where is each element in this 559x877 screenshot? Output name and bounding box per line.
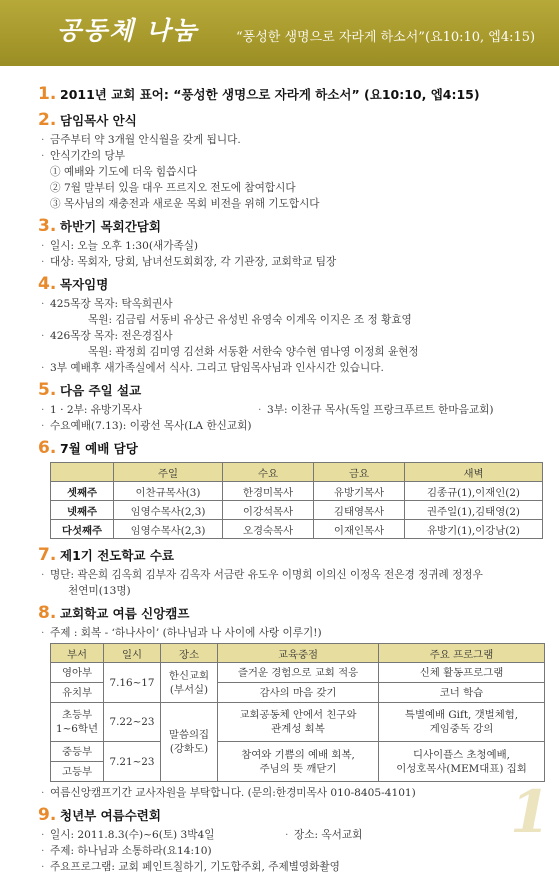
table-cell: 7.21~23 (104, 742, 161, 782)
section-number: 6. (38, 438, 57, 458)
section-line: · 명단: 곽은희 김옥희 김부자 김옥자 서금란 유도우 이명희 이의신 이정옥 전은경 정귀례 정정우 (38, 567, 543, 583)
section-line: 목원: 곽정희 김미영 김선화 서동환 서한숙 양수현 염나영 이정희 윤현정 (88, 346, 419, 358)
section-line: · 안식기간의 당부 (38, 148, 543, 164)
table-header: 주일 (114, 463, 223, 482)
table-cell: 중등부 (51, 742, 104, 762)
cell-line: 이성호목사(MEM대표) 집회 (396, 762, 527, 775)
section-8 (38, 603, 543, 801)
table-cell: 7.16~17 (104, 663, 161, 703)
section-title: 목자임명 (60, 277, 109, 292)
cell-line: 주님의 뜻 깨닫기 (259, 762, 337, 775)
section-line: · 일시: 오늘 오후 1:30(새가족실) (38, 238, 543, 254)
section-line: · 금주부터 약 3개월 안식월을 갖게 됩니다. (38, 132, 543, 148)
section-line: · 일시: 2011.8.3(수)~6(토) 3박4일 (38, 827, 282, 843)
table-cell: 유방기목사 (314, 482, 405, 501)
table-header: 새벽 (405, 463, 543, 482)
announcements (38, 84, 543, 877)
section-title: 2011년 교회 표어: “풍성한 생명으로 자라게 하소서” (요10:10, 엡4:15) (60, 87, 480, 102)
table-cell (161, 663, 218, 703)
table-cell: 임영수목사(2,3) (114, 501, 223, 520)
section-5 (38, 380, 543, 434)
section-line: · 1 · 2부: 유방기목사 (38, 402, 255, 418)
table-header: 일시 (104, 644, 161, 663)
section-3 (38, 216, 543, 270)
page-subtitle: “풍성한 생명으로 자라게 하소서”(요10:10, 엡4:15) (236, 30, 536, 45)
table-cell: 오경숙목사 (223, 520, 314, 539)
section-title: 다음 주일 설교 (60, 383, 142, 398)
header-banner (0, 0, 559, 66)
table-cell: 신체 활동프로그램 (379, 663, 545, 683)
table-row (51, 501, 543, 520)
cell-line: 한신교회 (168, 669, 210, 682)
table-cell (218, 742, 379, 782)
section-number: 9. (38, 805, 57, 825)
table-cell: 이재인목사 (314, 520, 405, 539)
cell-line: 초등부 (61, 709, 93, 721)
table-cell: 7.22~23 (104, 703, 161, 742)
section-title: 담임목사 안식 (60, 113, 137, 128)
table-header: 교육중점 (218, 644, 379, 663)
section-title: 청년부 여름수련회 (60, 808, 161, 823)
table-cell: 감사의 마음 갖기 (218, 683, 379, 703)
table-row (51, 703, 545, 742)
table-cell: 권주일(1),김태영(2) (405, 501, 543, 520)
table-cell: 이강석목사 (223, 501, 314, 520)
table-header: 부서 (51, 644, 104, 663)
table-cell (218, 703, 379, 742)
cell-line: 디사이플스 초청예배, (413, 748, 510, 761)
section-number: 3. (38, 216, 57, 236)
section-number: 2. (38, 110, 57, 130)
table-cell: 즐거운 경험으로 교회 적응 (218, 663, 379, 683)
table-cell (51, 703, 104, 742)
cell-line: 게임중독 강의 (429, 723, 494, 735)
table-cell (379, 742, 545, 782)
table-header: 장소 (161, 644, 218, 663)
table-cell: 김종규(1),이재인(2) (405, 482, 543, 501)
table-cell (379, 703, 545, 742)
section-number: 5. (38, 380, 57, 400)
section-line: 목원: 김금림 서동비 유상근 유성빈 유영숙 이계옥 이지은 조 정 황효영 (88, 314, 412, 326)
section-line: · 3부 예배후 새가족실에서 식사. 그리고 담임목사님과 인사시간 있습니다. (38, 360, 543, 376)
cell-line: 1~6학년 (55, 723, 98, 735)
table-cell: 임영수목사(2,3) (114, 520, 223, 539)
section-number: 1. (38, 84, 57, 104)
section-6 (38, 438, 543, 539)
table-cell: 한경미목사 (223, 482, 314, 501)
section-line: 천연미(13명) (68, 585, 131, 597)
table-cell: 고등부 (51, 762, 104, 782)
table-cell: 셋째주 (51, 482, 114, 501)
section-line: · 장소: 옥서교회 (282, 827, 362, 843)
cell-line: 말씀의집 (168, 729, 210, 741)
cell-line: 특별예배 Gift, 갯벌체험, (404, 709, 519, 721)
section-line: ③ 목사님의 재충전과 새로운 목회 비전을 위해 기도합시다 (50, 198, 320, 210)
section-title: 하반기 목회간담회 (60, 219, 161, 234)
section-line: · 426목장 목자: 전은경집사 (38, 328, 543, 344)
table-cell: 김태영목사 (314, 501, 405, 520)
section-number: 8. (38, 603, 57, 623)
section-line: · 3부: 이찬규 목사(독일 프랑크푸르트 한마음교회) (255, 402, 493, 418)
section-line: · 주제 : 회복 - ‘하나사이’ (하나님과 나 사이에 사랑 이루기!) (38, 625, 543, 641)
page-number: 1 (510, 778, 551, 846)
cell-line: (부서실) (169, 683, 209, 696)
table-row (51, 520, 543, 539)
section-number: 7. (38, 545, 57, 565)
section-title: 7월 예배 담당 (60, 441, 138, 456)
section-9 (38, 805, 543, 875)
worship-schedule-table (50, 462, 543, 539)
camp-schedule-table (50, 643, 545, 782)
cell-line: 교회공동체 안에서 친구와 (239, 709, 357, 721)
cell-line: 참여와 기쁨의 예배 회복, (241, 748, 355, 761)
section-line: · 주요프로그램: 교회 페인트칠하기, 기도합주회, 주제별영화촬영 (38, 859, 543, 875)
table-header: 주요 프로그램 (379, 644, 545, 663)
table-row (51, 742, 545, 762)
section-number: 4. (38, 274, 57, 294)
section-line: · 여름신앙캠프기간 교사자원을 부탁합니다. (문의:한경미목사 010-8405-4101) (38, 785, 543, 801)
section-line: · 대상: 목회자, 당회, 남녀선도회회장, 각 기관장, 교회학교 팀장 (38, 254, 543, 270)
table-cell: 코너 학습 (379, 683, 545, 703)
table-cell: 넷째주 (51, 501, 114, 520)
table-row (51, 663, 545, 683)
section-line: · 주제: 하나님과 소통하라(요14:10) (38, 843, 543, 859)
table-cell: 이찬규목사(3) (114, 482, 223, 501)
table-cell: 다섯째주 (51, 520, 114, 539)
table-cell: 유치부 (51, 683, 104, 703)
section-line: ① 예배와 기도에 더욱 힘씁시다 (50, 166, 197, 178)
table-header (51, 463, 114, 482)
section-title: 제1기 전도학교 수료 (60, 548, 175, 563)
table-row (51, 482, 543, 501)
table-header: 수요 (223, 463, 314, 482)
section-line: · 수요예배(7.13): 이광선 목사(LA 한신교회) (38, 418, 543, 434)
table-cell: 영아부 (51, 663, 104, 683)
section-line: · 425목장 목자: 탁옥희권사 (38, 296, 543, 312)
section-7 (38, 545, 543, 599)
page-title: 공동체 나눔 (57, 16, 199, 45)
table-header: 금요 (314, 463, 405, 482)
table-cell (161, 703, 218, 782)
cell-line: (강화도) (169, 743, 209, 755)
table-cell: 유방기(1),이강남(2) (405, 520, 543, 539)
section-title: 교회학교 여름 신앙캠프 (60, 606, 190, 621)
cell-line: 관계성 회복 (271, 723, 325, 735)
section-2 (38, 110, 543, 212)
section-1 (38, 84, 543, 106)
section-4 (38, 274, 543, 376)
section-line: ② 7월 말부터 있을 대우 프르지오 전도에 참여합시다 (50, 182, 296, 194)
